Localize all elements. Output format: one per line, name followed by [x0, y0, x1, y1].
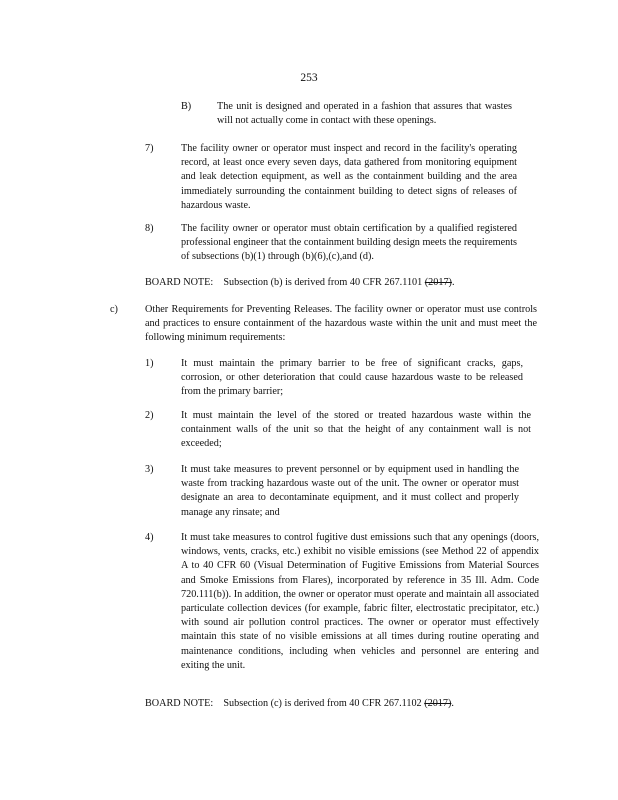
- board-note-2-suffix: .: [451, 698, 454, 709]
- board-note-1-text: Subsection (b) is derived from 40 CFR 267.1101: [223, 277, 423, 288]
- board-note-2-text: Subsection (c) is derived from 40 CFR 267.1102: [223, 698, 422, 709]
- item-7-text: The facility owner or operator must inspect and record in the facility's operating record, at least once every seven days, data gathered from monitoring equipment and leak detection equipment, as well as the containment building and the area immediately surrounding the containment building to detect signs of releases of hazardous waste.: [181, 143, 517, 211]
- board-note-2: [145, 697, 454, 711]
- item-b-label: B): [181, 101, 192, 112]
- board-note-1-suffix: .: [451, 277, 455, 288]
- sub-item-3-label: 3): [145, 464, 154, 475]
- page-number: 253: [300, 72, 318, 84]
- board-note-1-prefix: BOARD NOTE:: [145, 277, 214, 288]
- board-note-2-prefix: BOARD NOTE:: [145, 698, 214, 709]
- section-c-text: Other Requirements for Preventing Releases. The facility owner or operator must use controls and practices to ensure containment of the hazardous waste within the unit and must meet the following minimum requirements:: [145, 304, 537, 344]
- board-note-2-struck: (2017): [424, 698, 452, 709]
- sub-item-1-label: 1): [145, 358, 154, 369]
- item-8-text: The facility owner or operator must obtain certification by a qualified registered professional engineer that the containment building design meets the requirements of subsections (b)(1) through (b)(6),(c),and (d).: [181, 223, 517, 263]
- board-note-1-struck: (2017): [424, 277, 452, 288]
- sub-item-2-label: 2): [145, 410, 154, 421]
- sub-item-4-label: 4): [145, 532, 154, 543]
- sub-item-2-text: It must maintain the level of the stored or treated hazardous waste within the containment walls of the unit so that the height of any containment wall is not exceeded;: [181, 410, 531, 450]
- item-b-text: The unit is designed and operated in a fashion that assures that wastes will not actually come in contact with these openings.: [217, 101, 512, 127]
- sub-item-3-text: It must take measures to prevent personnel or by equipment used in handling the waste from tracking hazardous waste out of the unit. The owner or operator must designate an area to decontaminate equipment, and it must collect and properly manage any rinsate; and: [181, 464, 519, 518]
- section-c-label: c): [110, 304, 118, 315]
- item-8-label: 8): [145, 223, 154, 234]
- board-note-1: [145, 276, 455, 290]
- item-7-label: 7): [145, 143, 154, 154]
- sub-item-1-text: It must maintain the primary barrier to be free of significant cracks, gaps, corrosion, or other deterioration that could cause hazardous waste to be released from the primary barrier;: [181, 358, 523, 398]
- sub-item-4-text: It must take measures to control fugitive dust emissions such that any openings (doors, windows, vents, cracks, etc.) exhibit no visible emissions (see Method 22 of appendix A to 40 CFR 60 (Visual Determination of Fugitive Emissions from Material Sources and Smoke Emissions from Flares), incorporated by reference in 35 Ill. Adm. Code 720.111(b)). In addition, the owner or operator must operate and maintain all associated particulate collection devices (for example, fabric filter, electrostatic precipitator, etc.) with sound air pollution control practices. The owner or operator must effectively maintain this state of no visible emissions at all times during routine operating and maintenance conditions, including when vehicles and personnel are entering and exiting the unit.: [181, 532, 539, 671]
